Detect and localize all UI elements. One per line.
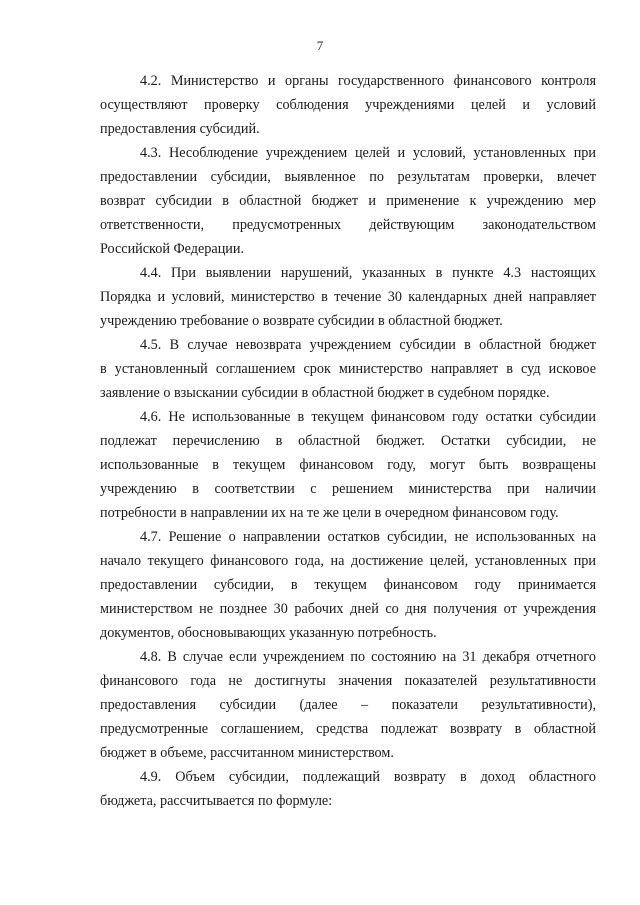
text-line: финансового года не достигнуты значения показателей результативности <box>100 673 596 689</box>
paragraph <box>100 141 596 261</box>
text-line: в установленный соглашением срок министерство направляет в суд исковое <box>100 361 596 377</box>
text-line: Порядка и условий, министерство в течение 30 календарных дней направляет <box>100 289 596 305</box>
text-line: 4.5. В случае невозврата учреждением субсидии в областной бюджет <box>140 337 596 353</box>
text-line: предоставлении субсидии, выявленное по результатам проверки, влечет <box>100 169 596 185</box>
text-line: предоставлении субсидии, в текущем финансовом году принимается <box>100 577 596 593</box>
document-body <box>100 69 596 813</box>
text-line: 4.3. Несоблюдение учреждением целей и условий, установленных при <box>140 145 596 161</box>
text-line: 4.4. При выявлении нарушений, указанных в пункте 4.3 настоящих <box>140 265 596 281</box>
text-line: 4.9. Объем субсидии, подлежащий возврату в доход областного <box>140 769 596 785</box>
paragraph <box>100 525 596 645</box>
text-line: использованные в текущем финансовом году, могут быть возвращены <box>100 457 596 473</box>
page-number: 7 <box>316 38 324 53</box>
text-line: предоставления субсидии (далее – показатели результативности), <box>100 697 596 713</box>
text-line: предоставления субсидий. <box>100 121 260 137</box>
text-line: 4.7. Решение о направлении остатков субсидии, не использованных на <box>140 529 596 545</box>
text-line: 4.2. Министерство и органы государственного финансового контроля <box>140 73 596 89</box>
text-line: осуществляют проверку соблюдения учреждениями целей и условий <box>100 97 596 113</box>
text-line: Российской Федерации. <box>100 241 245 257</box>
text-line: предусмотренные соглашением, средства подлежат возврату в областной <box>100 721 596 737</box>
paragraph <box>100 69 596 141</box>
text-line: начало текущего финансового года, на достижение целей, установленных при <box>100 553 596 569</box>
text-line: подлежат перечислению в областной бюджет. Остатки субсидии, не <box>100 433 596 449</box>
text-line: бюджет в объеме, рассчитанном министерством. <box>100 745 394 761</box>
text-line: потребности в направлении их на те же цели в очередном финансовом году. <box>100 505 559 521</box>
paragraph <box>100 333 596 405</box>
text-line: учреждению в соответствии с решением министерства при наличии <box>100 481 596 497</box>
text-line: бюджета, рассчитывается по формуле: <box>100 793 333 809</box>
paragraph <box>100 405 596 525</box>
text-line: учреждению требование о возврате субсидии в областной бюджет. <box>100 313 503 329</box>
paragraph <box>100 765 596 813</box>
text-line: 4.6. Не использованные в текущем финансовом году остатки субсидии <box>140 409 596 425</box>
text-line: документов, обосновывающих указанную потребность. <box>100 625 437 641</box>
text-line: 4.8. В случае если учреждением по состоянию на 31 декабря отчетного <box>140 649 596 665</box>
text-line: министерством не позднее 30 рабочих дней со дня получения от учреждения <box>100 601 596 617</box>
text-line: ответственности, предусмотренных действующим законодательством <box>100 217 596 233</box>
text-line: заявление о взыскании субсидии в областной бюджет в судебном порядке. <box>100 385 550 401</box>
paragraph <box>100 645 596 765</box>
text-line: возврат субсидии в областной бюджет и применение к учреждению мер <box>100 193 596 209</box>
paragraph <box>100 261 596 333</box>
